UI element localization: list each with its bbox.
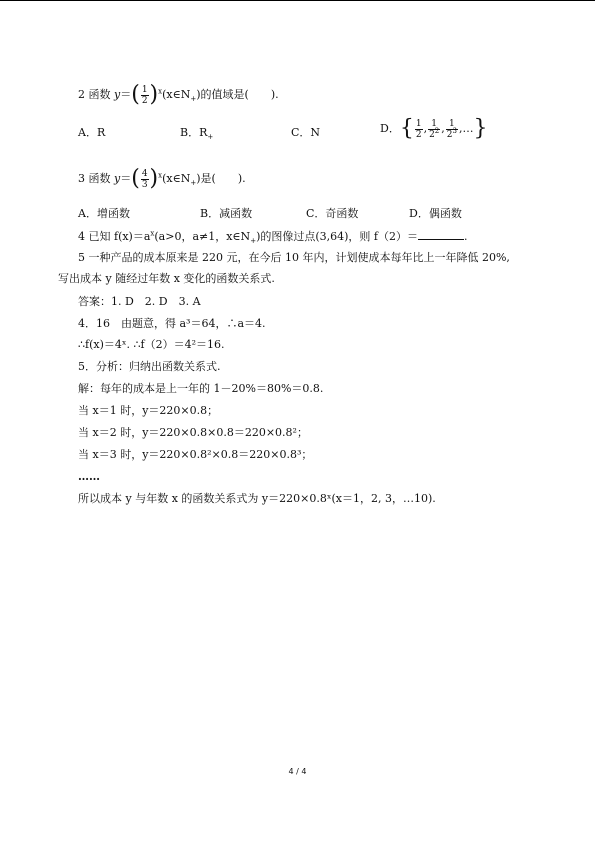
answer-ellipsis: …… (78, 470, 100, 483)
question-3: 3 函数 y＝( $\frac{4}{3}$ )$^x(x\in N_+)$是( ). (78, 166, 246, 191)
option-b: B．减函数 (200, 207, 253, 220)
fraction: $\frac{4}{3}$ (141, 168, 148, 190)
option-d: D．偶函数 (409, 207, 462, 220)
fraction: $\frac{1}{2}$ (141, 84, 148, 106)
question-2: 2 函数 y＝( $\frac{1}{2}$ )$^x(x\in N_+)$的值域是( ). (78, 82, 279, 107)
option-d: D．{ $\frac{1}{2}$ , $\frac{1}{2^2}$ , $\frac{1}{2^3}$ ,…} (380, 116, 488, 141)
option-b: B．$R_+$ (180, 126, 214, 142)
answer-line-3: ∴f(x)＝4ˣ. ∴f（2）＝4²＝16. (78, 338, 225, 351)
answer-line-1: 答案：1. D 2. D 3. A (78, 295, 201, 308)
answer-line-2: 4．16 由题意，得 a³＝64，∴a＝4. (78, 317, 266, 330)
answer-line-5: 解：每年的成本是上一年的 1－20%＝80%＝0.8. (78, 382, 324, 395)
option-a: A．R (78, 126, 106, 139)
option-c: C．奇函数 (306, 207, 359, 220)
top-border (0, 0, 595, 1)
answer-conclusion: 所以成本 y 与年数 x 的函数关系式为 y＝220×0.8ˣ(x＝1，2, 3，…10). (78, 492, 436, 505)
answer-blank (418, 229, 464, 240)
question-4: 4 已知 $f(x)=a^x(a>0$，a≠1，$x\in N_+$)的图像过点(3,64)，则 f（2）＝ . (78, 229, 468, 246)
answer-line-7: 当 x＝2 时，y＝220×0.8×0.8＝220×0.8²； (78, 426, 308, 439)
answer-line-6: 当 x＝1 时，y＝220×0.8； (78, 404, 219, 417)
question-5-line-1: 5 一种产品的成本原来是 220 元，在今后 10 年内，计划使成本每年比上一年降低 20%, (78, 251, 510, 264)
question-5-line-2: 写出成本 y 随经过年数 x 变化的函数关系式. (58, 272, 275, 285)
option-a: A．增函数 (78, 207, 130, 220)
answer-line-4: 5．分析：归纳出函数关系式. (78, 360, 221, 373)
page-number: 4 / 4 (288, 767, 307, 776)
option-c: C．N (291, 126, 321, 139)
answer-line-8: 当 x＝3 时，y＝220×0.8²×0.8＝220×0.8³； (78, 448, 313, 461)
